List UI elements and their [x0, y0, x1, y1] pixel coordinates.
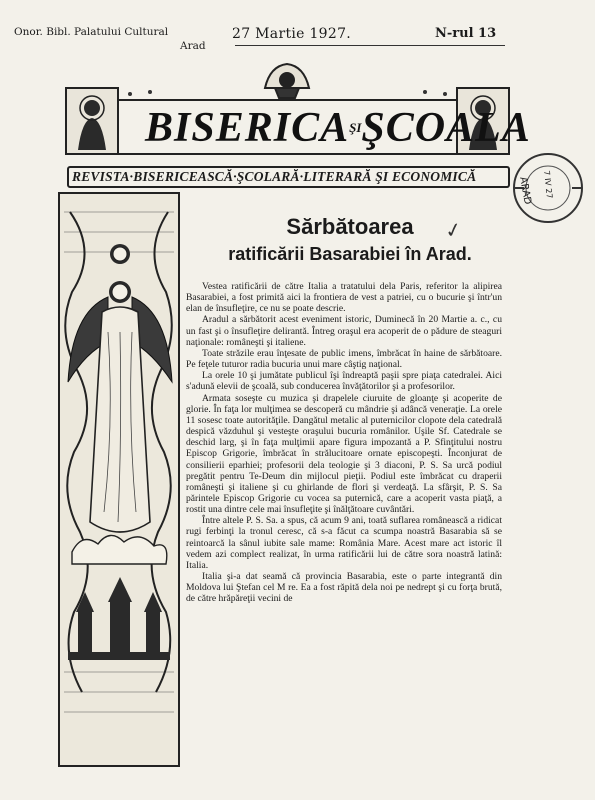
issue-date: 27 Martie 1927. [232, 26, 352, 42]
issue-number: N-rul 13 [435, 26, 497, 41]
masthead [60, 58, 531, 178]
article-title: Sărbătoarea [286, 214, 414, 239]
title-connector: ŞI [349, 120, 362, 135]
article-body [186, 281, 502, 786]
article-paragraph: Toate străzile erau înţesate de public imens, îmbrăcat în haine de sărbătoare. Pe feţele tuturor radia bucuria unui mare câştig naţional. [186, 347, 502, 371]
library-stamp-text: Onor. Bibl. Palatului Cultural [14, 26, 169, 38]
crown-ornament [265, 64, 309, 98]
header-rule [235, 45, 505, 46]
angel-illustration [58, 192, 180, 767]
article-paragraph: Aradul a sărbătorit acest eveniment istoric, Duminecă în 20 Martie a. c., cu un fast şi o însufleţire delirantă. Întreg oraşul era acoperit de o pădure de steaguri naţionale: româneşti şi italiene. [186, 314, 502, 348]
article-subtitle: ratificării Basarabiei în Arad. [228, 244, 472, 264]
title-right: ŞCOALA [361, 105, 531, 151]
stamp-city: ARAD [517, 176, 533, 206]
article-paragraph: Armata soseşte cu muzica şi drapelele ciuruite de gloanţe şi acoperite de glorie. În faţa lor mulţimea se descoperă cu mândrie şi adâncă veneraţie. La orele 11 sosesc toate autorităţile. Dangătul metalic al puternicilor clopote dela catedrală despică văzduhul şi vesteşte oraşului bucuria românilor. Uşile Sf. Catedrale se deschid larg, şi în faţa mulţimii apare figura impozantă a P. Sfinţitului nostru Episcop Grigorie, îmbrăcat în strălucitoare ornate episcopeşti. Înconjurat de consilierii eparhiei; profesorii dela teologie şi 3 diaconi, P. S. Sa urcă podiul pregătit pentru Te-Deum din mijlocul pieţii. Podiul este îmbrăcat cu draperii româneşti şi italiene şi cu ghirlande de flori şi verdeaţă. La sfârşit, P. S. Sa părintele Episcop Grigorie cu vocea sa puternică, care a acoperit vasta piaţă, a rostit una dintre cele mai însufleţite şi înălţătoare cuvântări. [186, 392, 502, 516]
masthead-subtitle: REVISTA·BISERICEASCĂ·ŞCOLARĂ·LITERARĂ ŞI ECONOMICĂ [72, 169, 477, 184]
article-paragraph: La orele 10 şi jumătate publicul îşi îndreaptă paşii spre piaţa catedralei. Aici s'adună elevii de şcoală, sub conducerea învăţătorilor şi a profesorilor. [186, 370, 502, 393]
stamp-date: 7 IV 27 [542, 170, 554, 199]
article-paragraph: Între altele P. S. Sa. a spus, că acum 9 ani, toată suflarea românească a ridicat rugi ferbinţi la tronul ceresc, că s-a făcut ca scumpa noastră Basarabia să se reintoarcă la sânul iubite sale mame: România Mare. Acest mare act istoric îl vedem azi complect realizat, în urma ratificării lui de către sora noastră latină: Italia. [186, 515, 502, 571]
masthead-title [145, 105, 531, 151]
pencil-check-mark: ✓ [442, 216, 465, 244]
library-city: Arad [180, 40, 206, 52]
title-left: BISERICA [145, 105, 350, 151]
article-paragraph: Vestea ratificării de către Italia a tratatului dela Paris, referitor la alipirea Basarabiei, a fost primită aici la frontiera de vest a patriei, cu o bucurie şi într'un elan de însufleţire, ce nu se poate descrie. [186, 281, 502, 315]
article-paragraph: Italia şi-a dat seamă că provincia Basarabia, este o parte integrantă din Moldova lui Ştefan cel M re. Ea a fost răpită dela noi pe nedrept şi cu forţa brută, de către hrăpăreţii vecini de [186, 571, 502, 605]
